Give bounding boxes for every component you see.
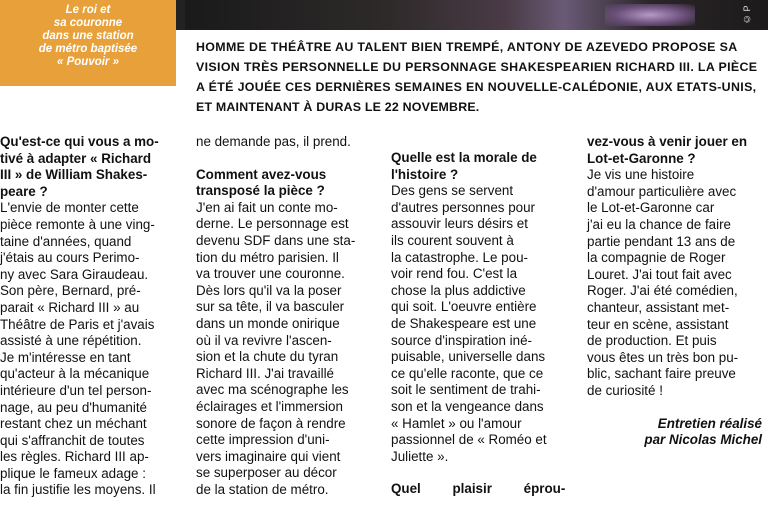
article-lead	[196, 37, 761, 117]
question-line: Comment avez-vous	[196, 166, 327, 182]
answer-line: Son père, Bernard, pré-	[0, 283, 141, 299]
answer-line: de curiosité !	[587, 382, 663, 398]
answer-line: devenu SDF dans une sta-	[196, 232, 356, 248]
question-line: Lot-et-Garonne ?	[587, 150, 696, 166]
answer-line: Richard III. J'ai travaillé	[196, 365, 334, 381]
answer-line: parait « Richard III » au	[0, 299, 140, 315]
answer-line: son et la vengeance dans	[391, 398, 544, 414]
answer-line: se superposer au décor	[196, 465, 337, 481]
column-1	[0, 134, 180, 499]
answer-line: plique le fameux adage :	[0, 465, 146, 481]
column-2	[196, 134, 371, 498]
answer-2	[196, 200, 371, 499]
answer-line: qui soit. L'oeuvre entière	[391, 299, 537, 315]
answer-line: sur sa tête, il va basculer	[196, 299, 345, 315]
signature-line: Entretien réalisé	[657, 415, 762, 431]
answer-line: ils courent souvent à	[391, 232, 514, 248]
article-photo	[185, 0, 768, 30]
answer-line: j'ai eu la chance de faire	[587, 216, 731, 232]
photo-credit: © P	[742, 5, 752, 25]
question-line: vez-vous à venir jouer en	[587, 134, 748, 149]
column-4	[587, 134, 762, 449]
answer-line: éclairages et l'immersion	[196, 398, 343, 414]
answer-line: soit le sentiment de trahi-	[391, 382, 541, 398]
answer-line: avec ma scénographe les	[196, 382, 349, 398]
caption-line: de métro baptisée	[38, 43, 138, 55]
photo-edge	[176, 0, 185, 30]
answer-line: puisable, universelle dans	[391, 349, 546, 365]
answer-line: tion du métro parisien. Il	[196, 249, 339, 265]
answer-line: J'en ai fait un conte mo-	[196, 199, 338, 215]
question-line: peare ?	[0, 183, 48, 199]
answer-line: sonore de façon à rendre	[196, 415, 346, 431]
answer-line: pièce remonte à une ving-	[0, 216, 155, 232]
answer-line: la compagnie de Roger	[587, 250, 726, 266]
answer-line: « Hamlet » ou l'amour	[391, 415, 522, 431]
column-3	[391, 134, 571, 498]
caption-line: « Pouvoir »	[57, 56, 119, 68]
signature-line: par Nicolas Michel	[644, 432, 762, 448]
answer-line: assouvir leurs désirs et	[391, 216, 528, 232]
answer-line: de Shakespeare est une	[391, 315, 537, 331]
answer-line: dans un monde onirique	[196, 315, 340, 331]
caption-line: dans une station	[42, 30, 134, 42]
answer-line: les règles. Richard III ap-	[0, 449, 149, 465]
answer-4	[587, 167, 762, 399]
question-3	[391, 150, 571, 183]
answer-line: Juliette ».	[391, 448, 449, 464]
answer-line: qu'acteur à la mécanique	[0, 366, 150, 382]
answer-line: intérieure d'un tel person-	[0, 382, 152, 398]
question-1	[0, 134, 180, 200]
answer-line: chanteur, assistant met-	[587, 299, 730, 315]
answer-line: derne. Le personnage est	[196, 216, 349, 232]
answer-line: ne demande pas, il prend.	[196, 134, 351, 149]
answer-line: de la station de métro.	[196, 481, 329, 497]
question-line: Quelle est la morale de	[391, 150, 537, 165]
answer-line: cette impression d'uni-	[196, 432, 330, 448]
answer-line: chose la plus addictive	[391, 282, 526, 298]
answer-line: Je m'intéresse en tant	[0, 349, 131, 365]
answer-line: de production. Et puis	[587, 333, 717, 349]
answer-line: d'amour particulière avec	[587, 183, 737, 199]
answer-line: Je vis une histoire	[587, 167, 695, 183]
question-2	[196, 167, 371, 200]
answer-line: blic, sachant faire preuve	[587, 366, 736, 382]
answer-line: où il va revivre l'ascen-	[196, 332, 332, 348]
answer-line: ce qu'elle raconte, que ce	[391, 365, 544, 381]
answer-line: partie pendant 13 ans de	[587, 233, 736, 249]
stage-light	[605, 4, 695, 26]
caption-line: sa couronne	[53, 17, 123, 29]
answer-line: ny avec Sara Giraudeau.	[0, 266, 149, 282]
answer-line: j'étais au cours Perimo-	[0, 250, 140, 266]
answer-line: la catastrophe. Le pou-	[391, 249, 528, 265]
answer-line: taine d'années, quand	[0, 233, 132, 249]
lead-line: VISION TRÈS PERSONNELLE DU PERSONNAGE SHAKESPEARIEN RICHARD III. LA PIÈCE	[196, 60, 758, 74]
answer-line: restant chez un méchant	[0, 416, 147, 432]
answer-line: sion et la chute du tyran	[196, 349, 339, 365]
question-line: l'histoire ?	[391, 166, 459, 182]
answer-1	[0, 200, 180, 499]
question-line: transposé la pièce ?	[196, 183, 325, 199]
interview-signature	[587, 416, 762, 449]
answer-line: L'envie de monter cette	[0, 200, 139, 216]
answer-line: Dès lors qu'il va la poser	[196, 282, 342, 298]
answer-line: Roger. J'ai été comédien,	[587, 283, 738, 299]
question-line: Qu'est-ce qui vous a mo-	[0, 134, 159, 149]
answer-line: assisté à une répétition.	[0, 333, 142, 349]
answer-line: vous êtes un très bon pu-	[587, 349, 739, 365]
answer-line: source d'inspiration iné-	[391, 332, 533, 348]
answer-line: d'autres personnes pour	[391, 199, 535, 215]
lead-line: HOMME DE THÉÂTRE AU TALENT BIEN TREMPÉ, ANTONY DE AZEVEDO PROPOSE SA	[196, 40, 738, 54]
answer-line: vers imaginaire qui vient	[196, 448, 341, 464]
answer-line: Des gens se servent	[391, 183, 514, 199]
question-line: Quel plaisir éprou-	[391, 481, 566, 497]
answer-line: qui s'affranchit de toutes	[0, 432, 145, 448]
answer-line: nage, au peu d'humanité	[0, 399, 147, 415]
answer-line: Louret. J'ai tout fait avec	[587, 266, 732, 282]
photo-caption	[0, 0, 176, 86]
question-4-end	[587, 134, 762, 167]
answer-line: va trouver une couronne.	[196, 266, 345, 282]
lead-line: A ÉTÉ JOUÉE CES DERNIÈRES SEMAINES EN NOUVELLE-CALÉDONIE, AUX ETATS-UNIS,	[196, 80, 757, 94]
answer-line: passionnel de « Roméo et	[391, 432, 547, 448]
question-line: tivé à adapter « Richard	[0, 150, 152, 166]
answer-line: le Lot-et-Garonne car	[587, 200, 715, 216]
answer-3	[391, 183, 571, 465]
answer-line: Théâtre de Paris et j'avais	[0, 316, 155, 332]
answer-line: teur en scène, assistant	[587, 316, 729, 332]
lead-line: ET MAINTENANT À DURAS LE 22 NOVEMBRE.	[196, 100, 480, 114]
question-4-start	[391, 481, 571, 498]
answer-line: voir rend fou. C'est la	[391, 266, 518, 282]
answer-line: la fin justifie les moyens. Il	[0, 482, 156, 498]
question-line: III » de William Shakes-	[0, 167, 148, 183]
caption-line: Le roi et	[65, 4, 111, 16]
